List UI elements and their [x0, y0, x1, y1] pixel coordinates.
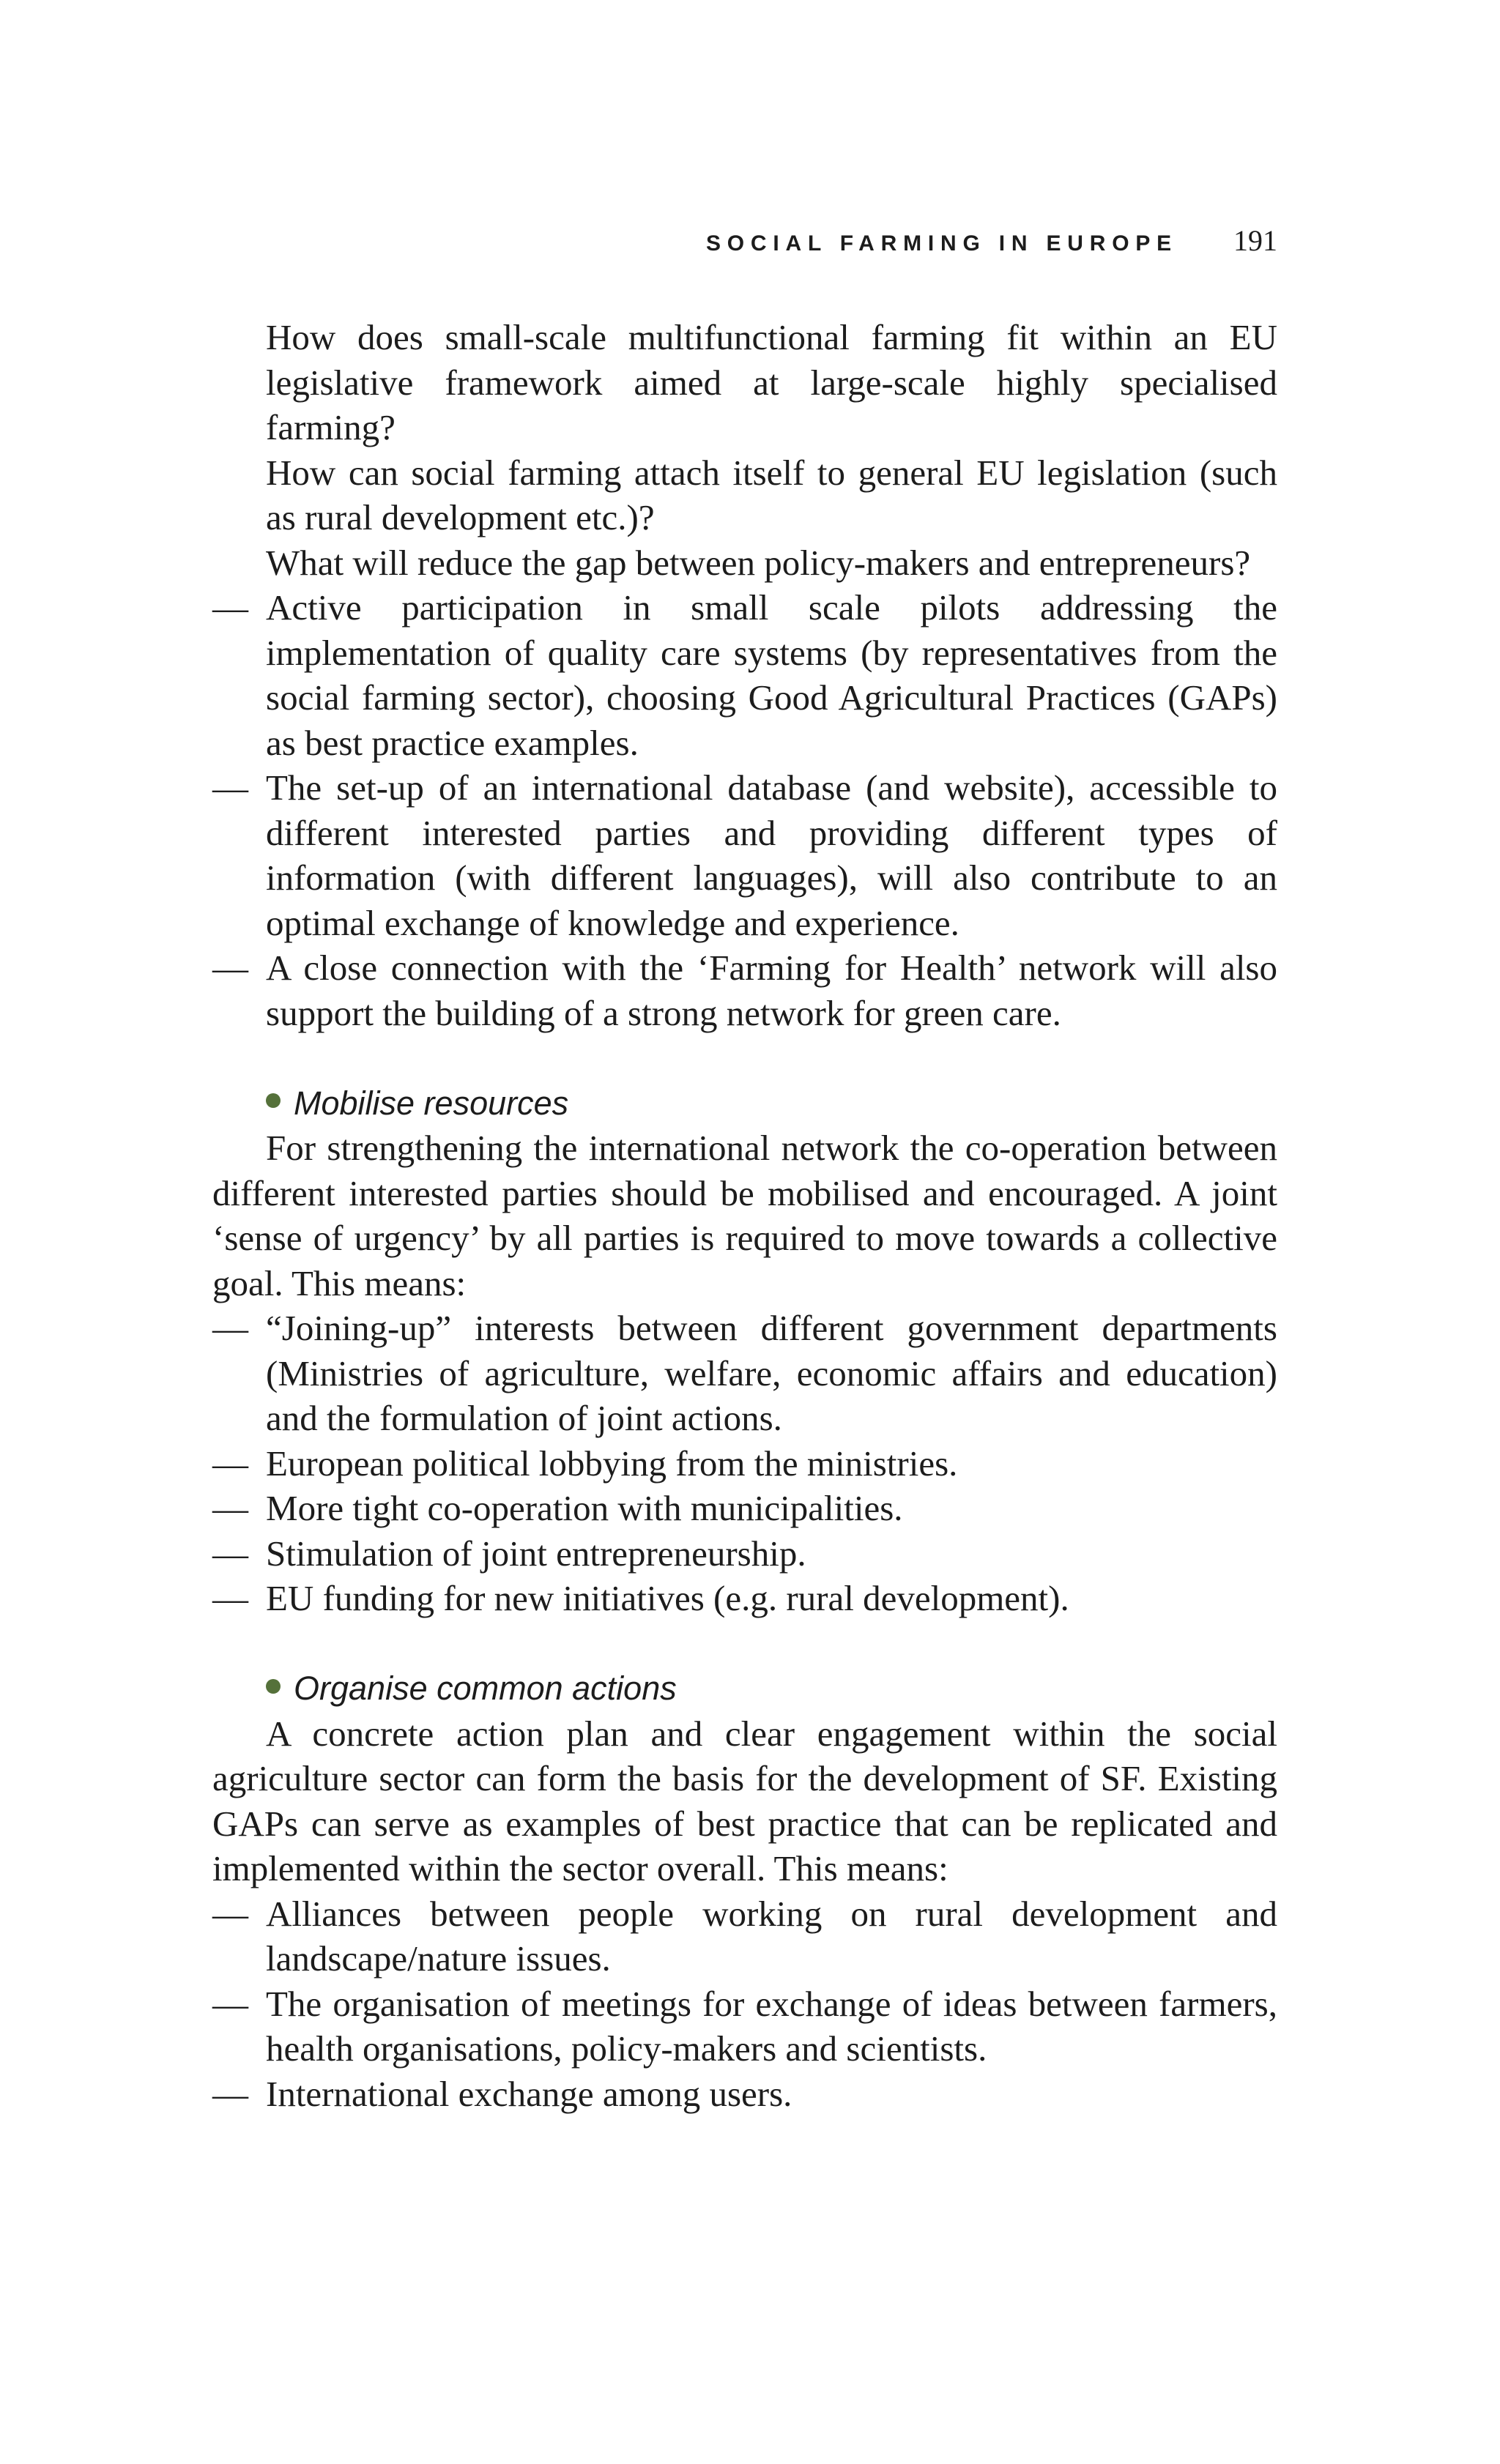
- list-item: — Active participation in small scale pilots addressing the implementation of quality care systems (by representatives from the social farming sector), choosing Good Agricultural Practices (GAPs) as best practice examples.: [212, 585, 1277, 765]
- page-body: [212, 315, 1277, 2116]
- intro-dash-list: [212, 585, 1277, 1035]
- section-title: Mobilise resources: [294, 1084, 569, 1122]
- question-1: How does small-scale multifunctional farming fit within an EU legislative framework aimed at large-scale highly specialised farming?: [266, 317, 1277, 447]
- organise-dash-list: [212, 1891, 1277, 2117]
- page-number: 191: [1233, 224, 1277, 257]
- section-title: Organise common actions: [294, 1670, 677, 1707]
- list-item: — International exchange among users.: [212, 2072, 1277, 2117]
- list-item: — “Joining-up” interests between different government departments (Ministries of agriculture, welfare, economic affairs and education) and the formulation of joint actions.: [212, 1306, 1277, 1441]
- list-item: — The set-up of an international database (and website), accessible to different interested parties and providing different types of information (with different languages), will also contribute to an optimal exchange of knowledge and experience.: [212, 765, 1277, 945]
- question-2: How can social farming attach itself to general EU legislation (such as rural development etc.)?: [266, 452, 1277, 537]
- list-item: — European political lobbying from the ministries.: [212, 1441, 1277, 1486]
- question-3: What will reduce the gap between policy-makers and entrepreneurs?: [266, 542, 1251, 583]
- running-head: [706, 218, 1277, 262]
- bullet-icon: [266, 1679, 281, 1694]
- list-item: — The organisation of meetings for exchange of ideas between farmers, health organisations, policy-makers and scientists.: [212, 1981, 1277, 2072]
- section-heading-mobilise: [212, 1081, 1277, 1126]
- book-page: [212, 0, 1277, 2464]
- list-item: — Alliances between people working on rural development and landscape/nature issues.: [212, 1891, 1277, 1981]
- list-item: — A close connection with the ‘Farming for Health’ network will also support the building of a strong network for green care.: [212, 945, 1277, 1035]
- section-paragraph: For strengthening the international network the co-operation between different interested parties should be mobilised and encouraged. A joint ‘sense of urgency’ by all parties is required to move towards a collective goal. This means:: [212, 1128, 1277, 1303]
- section-heading-organise: [212, 1666, 1277, 1711]
- list-item: — Stimulation of joint entrepreneurship.: [212, 1531, 1277, 1577]
- list-item: — EU funding for new initiatives (e.g. rural development).: [212, 1576, 1277, 1621]
- bullet-icon: [266, 1093, 281, 1108]
- section-paragraph: A concrete action plan and clear engagement within the social agriculture sector can form the basis for the development of SF. Existing GAPs can serve as examples of best practice that can be replicated and implemented within the sector overall. This means:: [212, 1713, 1277, 1888]
- list-item: — More tight co-operation with municipalities.: [212, 1486, 1277, 1531]
- running-title: SOCIAL FARMING IN EUROPE: [705, 231, 1178, 256]
- mobilise-dash-list: [212, 1306, 1277, 1621]
